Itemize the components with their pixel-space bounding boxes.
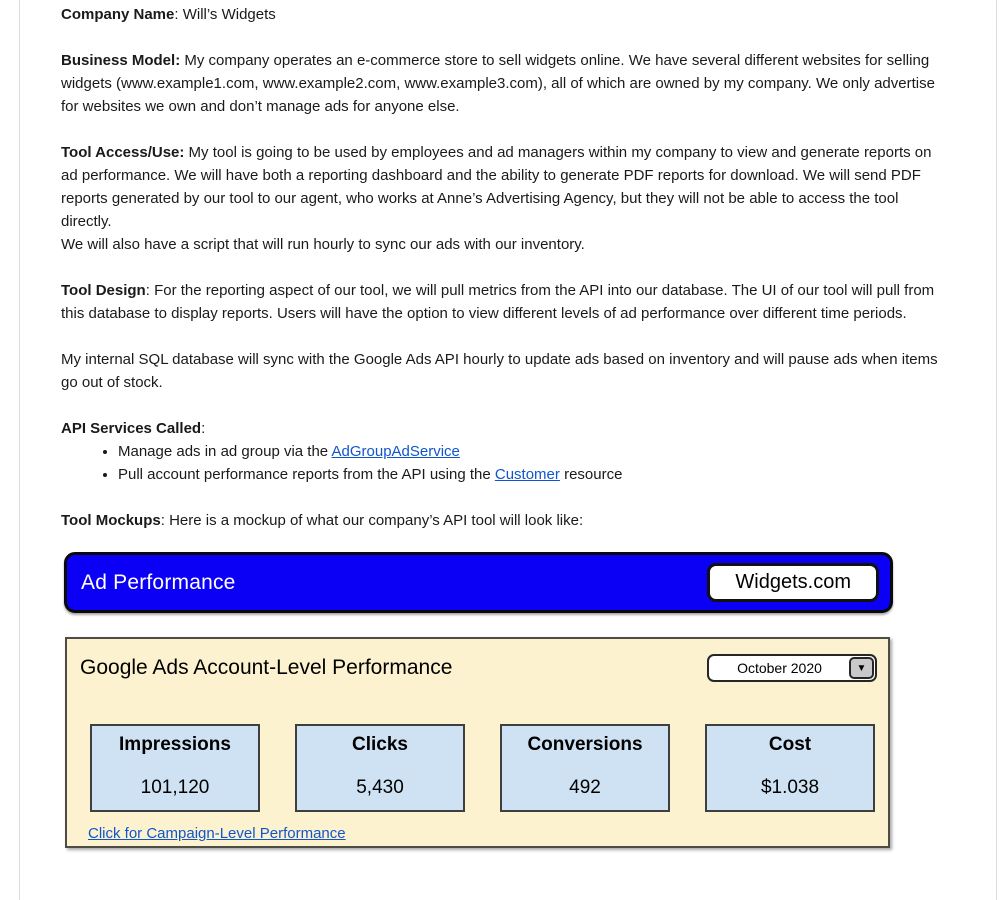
widgets-site-button[interactable]: Widgets.com [707, 563, 879, 602]
panel-title: Google Ads Account-Level Performance [80, 656, 453, 679]
bullet-text: Manage ads in ad group via the [118, 443, 332, 460]
chevron-down-icon[interactable] [849, 657, 874, 679]
list-item [118, 440, 944, 463]
paragraph-tool-mockups [61, 509, 944, 532]
tool-access-label: Tool Access/Use: [61, 144, 185, 161]
document-page [19, 0, 997, 900]
tool-access-text: My tool is going to be used by employees and ad managers within my company to view and generate reports on ad performance. We will have both a reporting dashboard and the ability to generate PDF reports for download. We will send PDF reports generated by our tool to our agent, who works at Anne’s Advertising Agency, but they will not be able to access the tool directly. [61, 144, 932, 230]
bullet-text: Pull account performance reports from the API using the [118, 466, 495, 483]
adgroupadservice-link[interactable]: AdGroupAdService [331, 443, 460, 460]
api-services-label: API Services Called [61, 420, 202, 437]
chevron-down-glyph: ▼ [856, 662, 867, 674]
company-name-value: : Will’s Widgets [174, 6, 276, 23]
panel-top-row [67, 639, 888, 682]
month-dropdown-value: October 2020 [737, 660, 822, 676]
mockup-header-title: Ad Performance [81, 570, 236, 594]
mockup-header-bar [64, 552, 893, 613]
bullet-text: resource [559, 466, 623, 483]
metric-cards-row [67, 724, 888, 812]
metric-value: 492 [569, 777, 601, 798]
tool-design-text: : For the reporting aspect of our tool, we will pull metrics from the API into our database. The UI of our tool will pull from this database to display reports. Users will have the option to view different levels of ad performance over different time periods. [61, 282, 935, 322]
metric-value: $1.038 [760, 777, 820, 798]
sql-note-text: My internal SQL database will sync with the Google Ads API hourly to update ads based on inventory and will pause ads when items go out of stock. [61, 351, 938, 391]
metric-value: 5,430 [356, 777, 404, 798]
customer-link[interactable]: Customer [494, 466, 560, 483]
company-name-label: Company Name [61, 6, 175, 23]
business-model-text: My company operates an e-commerce store to sell widgets online. We have several different websites for selling widgets (www.example1.com, www.example2.com, www.example3.com), all of which are owned by my company. We only advertise for websites we own and don’t manage ads for anyone else. [61, 52, 935, 115]
metric-card-clicks [295, 724, 465, 812]
tool-design-label: Tool Design [61, 282, 146, 299]
account-performance-panel [65, 637, 890, 848]
metric-card-conversions [500, 724, 670, 812]
api-services-list [61, 440, 944, 486]
metric-card-impressions [90, 724, 260, 812]
list-item [118, 463, 944, 486]
campaign-level-link[interactable]: Click for Campaign-Level Performance [88, 825, 346, 842]
paragraph-sql-note [61, 348, 944, 394]
metric-card-cost [705, 724, 875, 812]
paragraph-business-model [61, 49, 944, 118]
api-services-colon: : [201, 420, 206, 437]
tool-access-text2: We will also have a script that will run hourly to sync our ads with our inventory. [61, 236, 585, 253]
paragraph-api-services [61, 417, 944, 440]
metric-label: Impressions [119, 734, 231, 755]
paragraph-company-name [61, 3, 944, 26]
metric-label: Conversions [527, 734, 643, 755]
tool-mockups-text: : Here is a mockup of what our company’s API tool will look like: [160, 512, 584, 529]
paragraph-tool-access [61, 141, 944, 256]
metric-label: Clicks [352, 734, 408, 755]
tool-mockups-label: Tool Mockups [61, 512, 161, 529]
document-content [20, 0, 996, 848]
metric-value: 101,120 [140, 777, 210, 798]
month-dropdown[interactable] [707, 654, 877, 682]
metric-label: Cost [768, 734, 812, 755]
business-model-label: Business Model: [61, 52, 181, 69]
paragraph-tool-design [61, 279, 944, 325]
